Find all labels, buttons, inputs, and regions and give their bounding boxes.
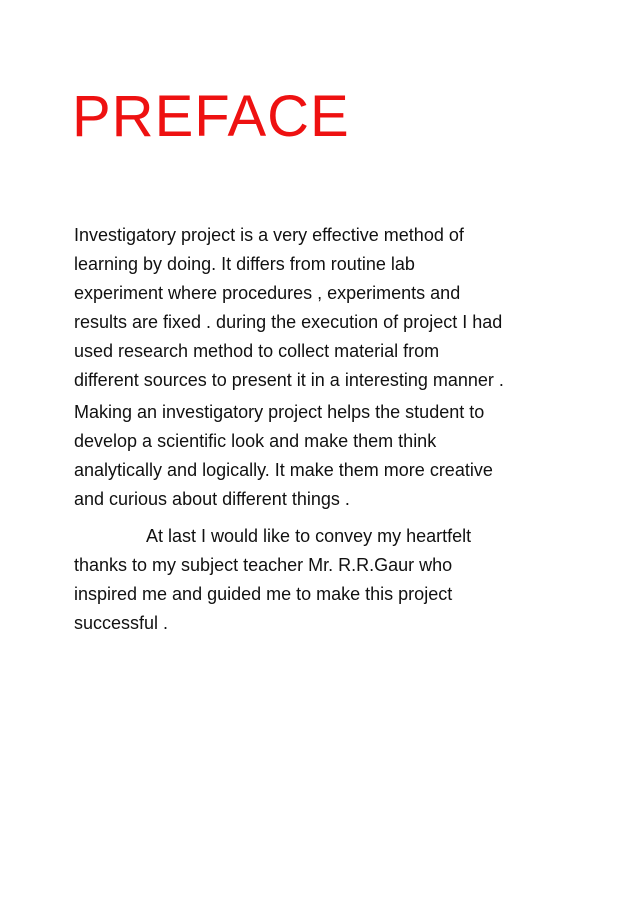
- text-line: and curious about different things .: [74, 489, 350, 509]
- text-line: learning by doing. It differs from routine lab: [74, 254, 415, 274]
- text-line: results are fixed . during the execution of project I had: [74, 312, 503, 332]
- text-line: analytically and logically. It make them more creative: [74, 460, 493, 480]
- text-line: different sources to present it in a interesting manner .: [74, 370, 504, 390]
- text-line: At last I would like to convey my heartfelt: [146, 526, 472, 546]
- text-line: successful .: [74, 613, 169, 633]
- page-title: PREFACE: [72, 84, 350, 149]
- text-line: Investigatory project is a very effective method of: [74, 225, 464, 245]
- text-line: inspired me and guided me to make this project: [74, 584, 453, 604]
- text-line: develop a scientific look and make them think: [74, 431, 437, 451]
- text-line: thanks to my subject teacher Mr. R.R.Gaur who: [74, 555, 453, 575]
- text-line: experiment where procedures , experiments and: [74, 283, 461, 303]
- text-line: Making an investigatory project helps the student to: [74, 402, 485, 422]
- paragraph-benefits: [74, 398, 574, 514]
- paragraph-intro: [74, 221, 574, 395]
- paragraph-acknowledgement: [74, 522, 574, 638]
- text-line: used research method to collect material from: [74, 341, 440, 361]
